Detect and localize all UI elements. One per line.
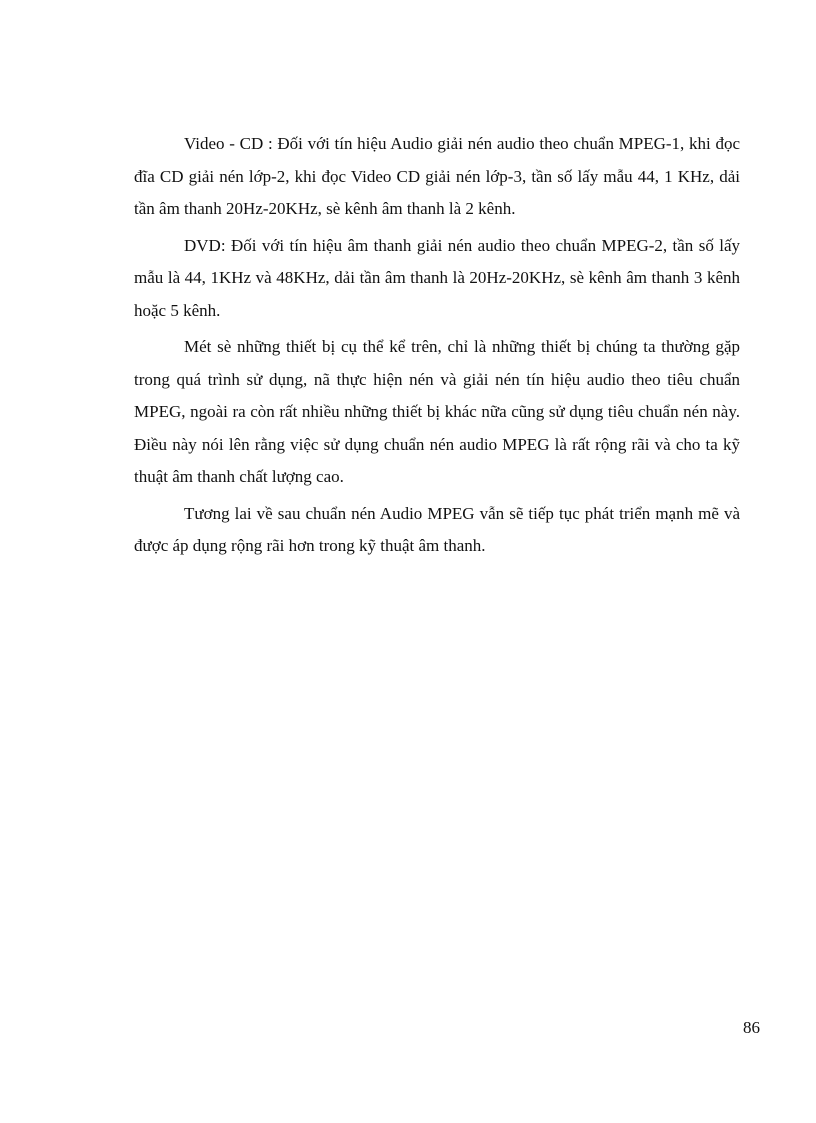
paragraph-future: Tương lai về sau chuẩn nén Audio MPEG vẫn sẽ tiếp tục phát triển mạnh mẽ và được áp dụng rộng rãi hơn trong kỹ thuật âm thanh. — [134, 503, 740, 555]
paragraph-dvd: DVD: Đối với tín hiệu âm thanh giải nén audio theo chuẩn MPEG-2, tần số lấy mẫu là 44, 1KHz và 48KHz, dải tần âm thanh là 20Hz-20KHz, sè kênh âm thanh 3 kênh hoặc 5 kênh. — [134, 235, 740, 320]
paragraph-devices: Mét sè những thiết bị cụ thể kể trên, chỉ là những thiết bị chúng ta thường gặp trong quá trình sử dụng, nã thực hiện nén và giải nén tín hiệu audio theo tiêu chuẩn MPEG, ngoài ra còn rất nhiều những thiết bị khác nữa cũng sử dụng tiêu chuẩn nén này. Điều này nói lên rằng việc sử dụng chuẩn nén audio MPEG là rất rộng rãi và cho ta kỹ thuật âm thanh chất lượng cao. — [134, 337, 740, 486]
paragraph-video-cd: Video - CD : Đối với tín hiệu Audio giải nén audio theo chuẩn MPEG-1, khi đọc đĩa CD giải nén lớp-2, khi đọc Video CD giải nén lớp-3, tần số lấy mẫu 44, 1 KHz, dải tần âm thanh 20Hz-20KHz, sè kênh âm thanh là 2 kênh. — [134, 134, 740, 218]
body-text — [134, 128, 740, 567]
page-number: 86 — [743, 1018, 760, 1037]
